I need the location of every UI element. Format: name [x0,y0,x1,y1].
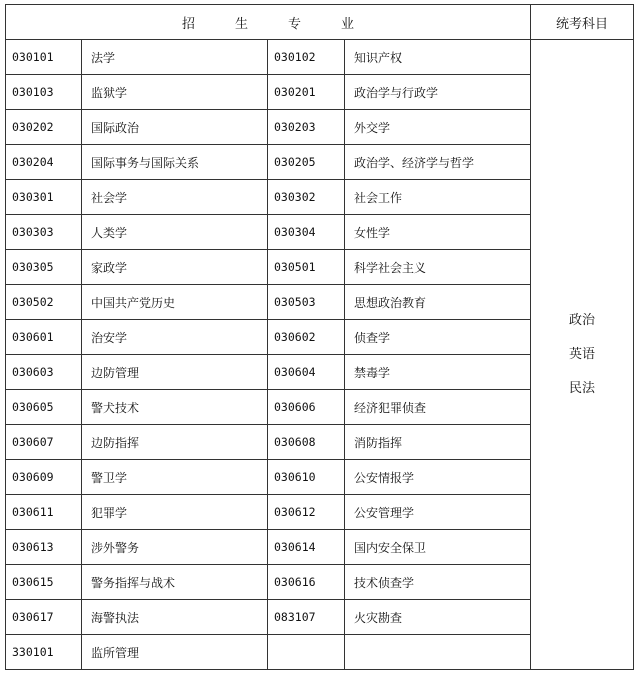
right-major-name: 禁毒学 [345,355,531,390]
right-major-name: 经济犯罪侦查 [345,390,531,425]
right-major-code: 030201 [268,75,345,110]
right-major-name: 公安管理学 [345,495,531,530]
right-major-name: 外交学 [345,110,531,145]
left-major-code: 030605 [6,390,82,425]
right-major-name: 知识产权 [345,40,531,75]
left-major-code: 030617 [6,600,82,635]
right-major-code: 030614 [268,530,345,565]
left-major-code: 030301 [6,180,82,215]
left-major-code: 030303 [6,215,82,250]
left-major-name: 国际政治 [82,110,268,145]
left-major-name: 家政学 [82,250,268,285]
left-major-code: 030615 [6,565,82,600]
right-major-name: 火灾勘查 [345,600,531,635]
right-major-code: 030102 [268,40,345,75]
left-major-name: 警卫学 [82,460,268,495]
left-major-name: 国际事务与国际关系 [82,145,268,180]
right-major-code: 030503 [268,285,345,320]
left-major-name: 边防指挥 [82,425,268,460]
left-major-code: 030305 [6,250,82,285]
right-major-name: 技术侦查学 [345,565,531,600]
left-major-name: 中国共产党历史 [82,285,268,320]
right-major-name: 消防指挥 [345,425,531,460]
left-major-code: 030601 [6,320,82,355]
right-major-code: 030606 [268,390,345,425]
right-major-name: 公安情报学 [345,460,531,495]
left-major-name: 犯罪学 [82,495,268,530]
right-major-code: 030616 [268,565,345,600]
right-major-name: 政治学与行政学 [345,75,531,110]
right-major-code: 083107 [268,600,345,635]
majors-table [5,4,634,670]
table-header-row [6,5,634,40]
right-major-code: 030610 [268,460,345,495]
left-major-name: 社会学 [82,180,268,215]
right-major-code: 030602 [268,320,345,355]
left-major-name: 警务指挥与战术 [82,565,268,600]
left-major-code: 030103 [6,75,82,110]
right-major-code: 030608 [268,425,345,460]
right-major-code: 030612 [268,495,345,530]
right-major-name: 侦查学 [345,320,531,355]
left-major-name: 法学 [82,40,268,75]
left-major-code: 030204 [6,145,82,180]
right-major-name: 科学社会主义 [345,250,531,285]
left-major-code: 030609 [6,460,82,495]
right-major-code [268,635,345,670]
right-major-code: 030304 [268,215,345,250]
left-major-name: 边防管理 [82,355,268,390]
right-major-code: 030302 [268,180,345,215]
left-major-code: 030611 [6,495,82,530]
left-major-code: 030202 [6,110,82,145]
left-major-name: 海警执法 [82,600,268,635]
exam-header: 统考科目 [531,5,634,40]
right-major-name: 女性学 [345,215,531,250]
left-major-code: 030603 [6,355,82,390]
right-major-code: 030604 [268,355,345,390]
right-major-name: 思想政治教育 [345,285,531,320]
left-major-name: 治安学 [82,320,268,355]
left-major-name: 监狱学 [82,75,268,110]
table-row [6,40,634,75]
left-major-name: 涉外警务 [82,530,268,565]
right-major-name: 政治学、经济学与哲学 [345,145,531,180]
right-major-code: 030501 [268,250,345,285]
right-major-name: 社会工作 [345,180,531,215]
exam-subject: 民法 [569,380,596,396]
right-major-name [345,635,531,670]
right-major-name: 国内安全保卫 [345,530,531,565]
left-major-code: 330101 [6,635,82,670]
left-major-code: 030613 [6,530,82,565]
left-major-code: 030502 [6,285,82,320]
left-major-code: 030607 [6,425,82,460]
left-major-code: 030101 [6,40,82,75]
majors-header: 招生专业 [6,5,531,40]
left-major-name: 监所管理 [82,635,268,670]
exam-subjects-cell [531,40,634,670]
exam-subject: 英语 [569,346,596,362]
exam-subject: 政治 [569,312,596,328]
left-major-name: 警犬技术 [82,390,268,425]
right-major-code: 030203 [268,110,345,145]
left-major-name: 人类学 [82,215,268,250]
right-major-code: 030205 [268,145,345,180]
